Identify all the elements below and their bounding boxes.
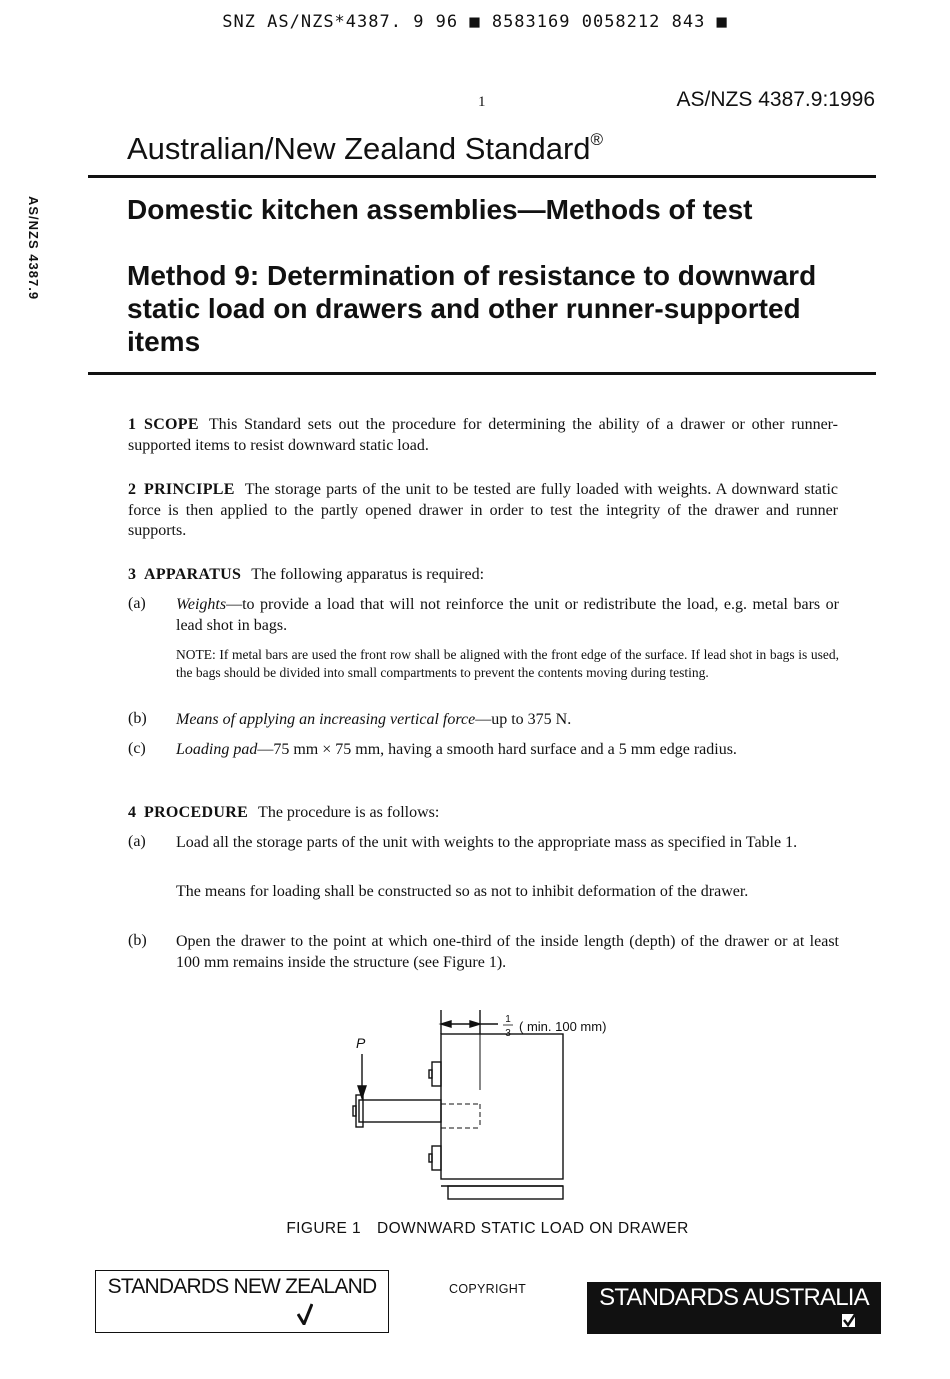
section-number: 3	[128, 566, 136, 583]
figure-caption	[0, 1220, 950, 1238]
fraction-denominator: 3	[505, 1028, 511, 1039]
figure-drawer-diagram	[330, 1010, 630, 1205]
cabinet-plinth	[448, 1186, 563, 1199]
item-text: —up to 375 N.	[475, 711, 572, 728]
series-text: Australian/New Zealand Standard	[127, 131, 591, 166]
sa-logo-text: STANDARDS AUSTRALIA	[599, 1284, 869, 1311]
snz-logo-text: STANDARDS NEW ZEALAND	[107, 1275, 377, 1298]
section-procedure	[128, 803, 838, 824]
standard-number: AS/NZS 4387.9:1996	[676, 88, 875, 111]
title-rule-bottom	[88, 372, 876, 375]
section-text: The procedure is as follows:	[258, 804, 440, 821]
list-item-label: (b)	[128, 932, 147, 949]
standard-series-title	[127, 130, 603, 167]
list-item: Load all the storage parts of the unit with weights to the appropriate mass as specified in Table 1.	[176, 834, 798, 851]
snz-logo	[95, 1270, 389, 1333]
document-subtitle: Method 9: Determination of resistance to downward static load on drawers and other runner-supported items	[127, 260, 817, 357]
sa-logo	[587, 1282, 881, 1334]
document-title: Domestic kitchen assemblies—Methods of test	[127, 194, 753, 225]
section-heading: PRINCIPLE	[144, 481, 235, 498]
list-item-label: (a)	[128, 833, 146, 850]
apparatus-note: NOTE: If metal bars are used the front row shall be aligned with the front edge of the surface. If lead shot in bags is used, the bags should be divided into small compartments to prevent the contents moving during testing.	[176, 647, 839, 680]
check-mark-icon	[297, 1303, 313, 1325]
figure-title: DOWNWARD STATIC LOAD ON DRAWER	[377, 1220, 689, 1237]
load-arrowhead	[358, 1086, 366, 1098]
list-item	[176, 740, 839, 761]
list-item-continuation: The means for loading shall be constructed so as not to inhibit deformation of the drawer.	[176, 883, 749, 900]
opened-drawer-side	[359, 1100, 441, 1122]
item-term: Weights	[176, 596, 227, 613]
item-term: Means of applying an increasing vertical force	[176, 711, 476, 728]
section-apparatus	[128, 565, 838, 586]
list-item-label: (c)	[128, 740, 146, 757]
section-number: 2	[128, 481, 136, 498]
list-item-label: (a)	[128, 595, 146, 612]
upper-drawer-handle	[429, 1070, 432, 1078]
title-rule-top	[88, 175, 876, 178]
section-heading: APPARATUS	[144, 566, 242, 583]
dimension-arrowhead	[470, 1021, 480, 1027]
section-scope	[128, 415, 838, 456]
cabinet-outline	[441, 1034, 563, 1179]
side-standard-label: AS/NZS 4387.9	[26, 196, 41, 301]
copyright-label: COPYRIGHT	[449, 1282, 527, 1296]
lower-drawer-handle	[429, 1154, 432, 1162]
section-number: 4	[128, 804, 136, 821]
section-heading: SCOPE	[144, 416, 199, 433]
list-item-label: (b)	[128, 710, 147, 727]
opened-drawer-handle	[353, 1106, 356, 1116]
list-item: Open the drawer to the point at which one-third of the inside length (depth) of the drawer or at least 100 mm remains inside the structure (see Figure 1).	[176, 933, 839, 971]
figure-number: FIGURE 1	[286, 1220, 361, 1237]
section-text: This Standard sets out the procedure for determining the ability of a drawer or other runner-supported items to resist downward static load.	[128, 416, 838, 454]
item-term: Loading pad	[176, 741, 258, 758]
dimension-text: ( min. 100 mm)	[519, 1019, 607, 1034]
section-text: The storage parts of the unit to be tested are fully loaded with weights. A downward static force is then applied to the partly opened drawer in order to test the integrity of the drawer and runner supports.	[128, 481, 838, 539]
list-item	[176, 710, 839, 731]
lower-drawer-front	[432, 1146, 441, 1170]
check-box-icon	[841, 1312, 857, 1328]
section-principle	[128, 480, 838, 542]
page-number: 1	[478, 94, 486, 110]
fraction-numerator: 1	[505, 1014, 511, 1025]
item-text: —to provide a load that will not reinforce the unit or redistribute the load, e.g. metal bars or lead shot in bags.	[176, 596, 839, 634]
document-code-header: SNZ AS/NZS*4387. 9 96 ■ 8583169 0058212 843 ■	[222, 12, 728, 32]
section-number: 1	[128, 416, 136, 433]
section-heading: PROCEDURE	[144, 804, 249, 821]
section-text: The following apparatus is required:	[251, 566, 485, 583]
dimension-arrowhead	[441, 1021, 451, 1027]
list-item	[176, 595, 839, 636]
load-label-p: P	[356, 1035, 366, 1051]
registered-mark: ®	[590, 130, 604, 149]
upper-drawer-front	[432, 1062, 441, 1086]
item-text: —75 mm × 75 mm, having a smooth hard surface and a 5 mm edge radius.	[257, 741, 737, 758]
